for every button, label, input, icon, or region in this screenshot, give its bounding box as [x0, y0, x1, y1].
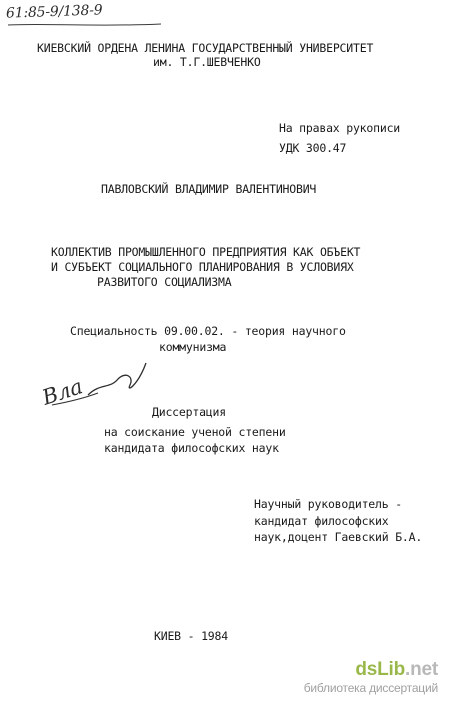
author-name: ПАВЛОВСКИЙ ВЛАДИМИР ВАЛЕНТИНОВИЧ: [101, 182, 317, 196]
library-watermark: [304, 659, 438, 695]
thesis-degree-line: на соискание ученой степени: [104, 425, 286, 439]
supervisor-line: Научный руководитель -: [254, 497, 402, 511]
university-name-suffix: им. Т.Г.ШЕВЧЕНКО: [153, 55, 261, 69]
supervisor-line: кандидат философских: [254, 514, 389, 528]
supervisor-line: наук,доцент Гаевский Б.А.: [254, 530, 423, 544]
signature-flourish: [38, 355, 148, 415]
dissertation-title-line: И СУБЪЕКТ СОЦИАЛЬНОГО ПЛАНИРОВАНИЯ В УСЛОВИЯХ: [51, 260, 354, 274]
place-year: КИЕВ - 1984: [154, 629, 228, 643]
specialty-line: Специальность 09.00.02. - теория научного: [70, 324, 346, 338]
archive-code-underline: [6, 22, 166, 28]
watermark-tagline: библиотека диссертаций: [303, 681, 438, 695]
specialty-line: коммунизма: [159, 340, 227, 354]
watermark-logo: dsLib.net: [355, 659, 438, 680]
university-name: КИЕВСКИЙ ОРДЕНА ЛЕНИНА ГОСУДАРСТВЕННЫЙ УНИВЕРСИТЕТ: [37, 41, 374, 55]
udc-code: УДК 300.47: [279, 141, 347, 155]
archive-code: 61:85-9/138-9: [5, 2, 103, 22]
dissertation-title-line: КОЛЛЕКТИВ ПРОМЫШЛЕННОГО ПРЕДПРИЯТИЯ КАК ОБЪЕКТ: [51, 245, 361, 259]
thesis-type: Диссертация: [152, 405, 226, 419]
dissertation-title-line: РАЗВИТОГО СОЦИАЛИЗМА: [97, 275, 232, 289]
handwritten-signature: Вла: [39, 374, 86, 410]
thesis-degree-line: кандидата философских наук: [104, 441, 279, 455]
manuscript-note: На правах рукописи: [279, 121, 401, 135]
